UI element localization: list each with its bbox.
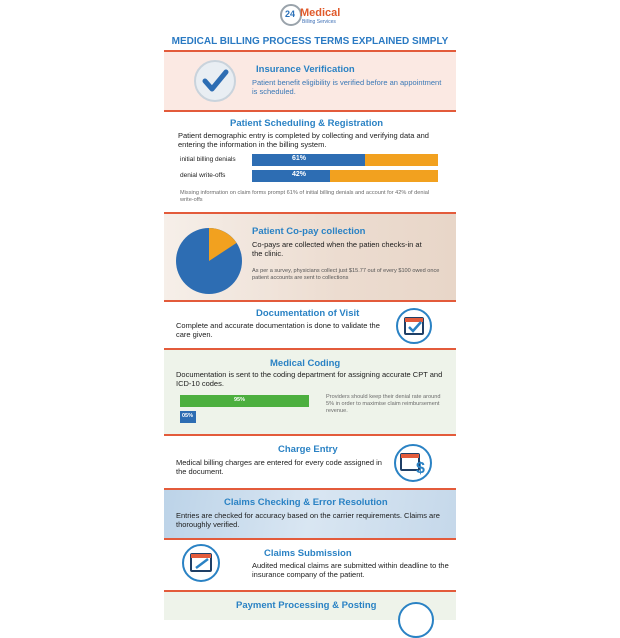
section-title: Patient Co-pay collection [252,226,366,237]
calendar-check-icon [396,308,432,344]
copay-pie-chart [174,226,244,296]
infographic [164,0,456,620]
section-text: Entries are checked for accuracy based on the carrier requirements. Claims are thoroughly verified. [176,511,440,529]
section-title: Insurance Verification [256,64,355,75]
bar-label: denial write-offs [180,172,226,179]
section-text: Patient demographic entry is completed by collecting and verifying data and entering the information in the billing system. [178,131,429,149]
section-title: Patient Scheduling & Registration [230,118,384,129]
section-text: Documentation is sent to the coding department for assigning accurate CPT and ICD-10 codes. [176,370,443,388]
section-charge [164,436,456,488]
logo-number: 24 [285,9,296,19]
bar-value: 61% [292,155,307,162]
logo [280,4,342,30]
section-payment [164,592,456,620]
calendar-pen-icon [182,544,220,582]
page-title: MEDICAL BILLING PROCESS TERMS EXPLAINED SIMPLY [171,36,449,47]
section-text: Patient benefit eligibility is verified before an appointment is scheduled. [252,78,442,96]
section-documentation [164,302,456,348]
section-claims-checking [164,490,456,538]
svg-text:$: $ [416,460,425,477]
section-title: Medical Coding [270,358,341,369]
section-text: Medical billing charges are entered for every code assigned in the document. [176,458,382,476]
section-text: Co-pays are collected when the patien checks-in at the clinic. [252,240,422,258]
payment-icon [398,602,434,638]
checkmark-icon [194,60,236,102]
logo-brand: Medical [300,7,341,19]
bar-fill [252,154,365,166]
section-text: Complete and accurate documentation is done to validate the care given. [176,321,380,339]
section-submission [164,540,456,590]
bar-track [252,154,438,166]
section-scheduling [164,112,456,212]
section-insurance [164,52,456,110]
bar-label: initial billing denials [180,156,236,163]
section-title: Payment Processing & Posting [236,600,377,611]
section-title: Charge Entry [278,444,338,455]
section-note: Missing information on claim forms prompt 61% of initial billing denials and account for 42% of denial write-offs [180,190,430,203]
section-note: As per a survey, physicians collect just $15.77 out of every $100 owed once patient accounts are sent to collections [252,268,440,281]
logo-subtitle: Billing Services [302,19,336,25]
section-note: Providers should keep their denial rate around 5% in order to maximise claim reimbursement revenue. [326,394,441,414]
header [164,0,456,34]
section-text: Audited medical claims are submitted within deadline to the insurance company of the patient. [252,561,449,579]
bar-track [252,170,438,182]
section-title: Claims Submission [264,548,352,559]
section-title: Claims Checking & Error Resolution [224,497,388,508]
coding-bar-95 [180,395,309,407]
bar-value: 42% [292,171,307,178]
section-copay [164,214,456,300]
bar-value: 95% [234,397,246,403]
coding-bar-05 [180,411,196,423]
calendar-dollar-icon [394,444,432,482]
section-title: Documentation of Visit [256,308,360,319]
bar-value: 05% [182,413,194,419]
section-coding [164,350,456,434]
